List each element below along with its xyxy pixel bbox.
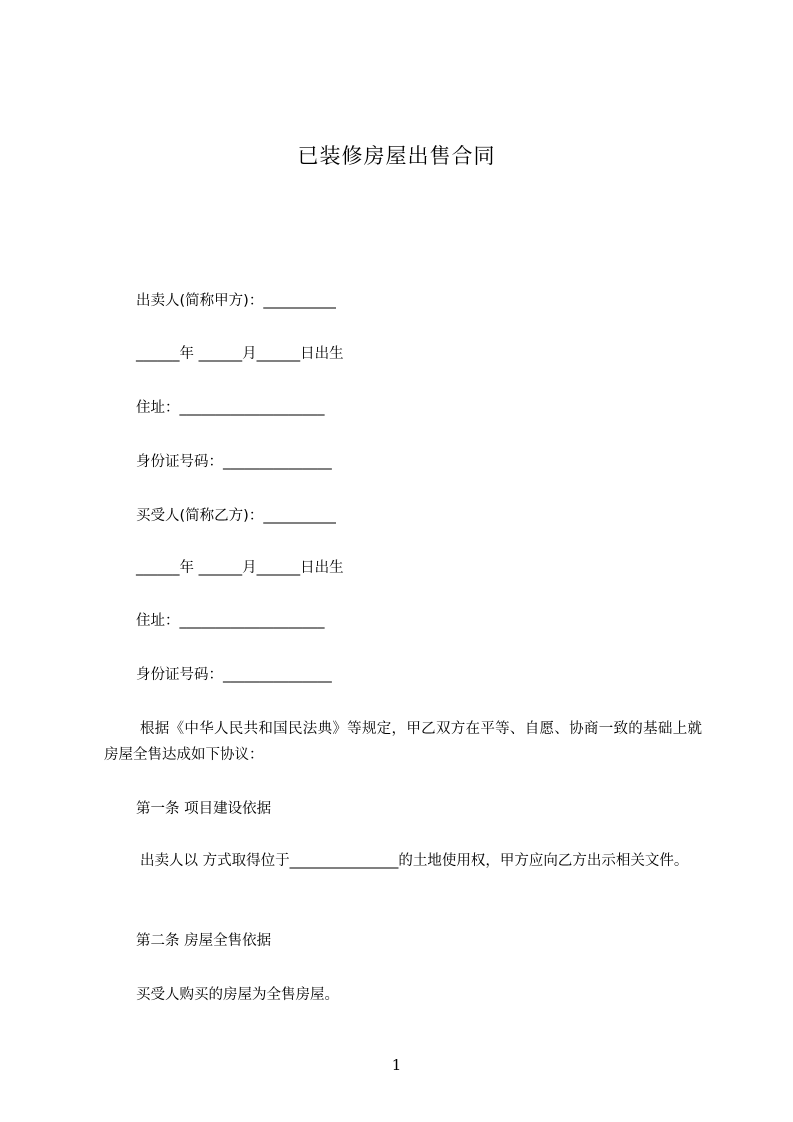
- seller-id-line: 身份证号码：_______________: [136, 454, 332, 470]
- seller-address-line: 住址：____________________: [136, 400, 325, 416]
- article-2-heading: 第二条 房屋全售依据: [136, 933, 272, 949]
- article-2-body: 买受人购买的房屋为全售房屋。: [136, 987, 339, 1003]
- article-1-heading: 第一条 项目建设依据: [136, 801, 272, 817]
- preamble-paragraph: 根据《中华人民共和国民法典》等规定，甲乙双方在平等、自愿、协商一致的基础上就房屋全售达成如下协议：: [104, 721, 702, 763]
- article-1-body: 出卖人以 方式取得位于_______________的土地使用权，甲方应向乙方出示相关文件。: [140, 853, 689, 869]
- buyer-birth-line: ______年 ______月______日出生: [136, 560, 344, 576]
- page-number: 1: [391, 1056, 402, 1074]
- buyer-label-line: 买受人(简称乙方)：__________: [136, 508, 336, 524]
- seller-label-line: 出卖人(简称甲方)：__________: [136, 293, 336, 309]
- seller-birth-line: ______年 ______月______日出生: [136, 346, 344, 362]
- page-title: 已装修房屋出售合同: [297, 144, 496, 168]
- buyer-id-line: 身份证号码：_______________: [136, 667, 332, 683]
- buyer-address-line: 住址：____________________: [136, 613, 325, 629]
